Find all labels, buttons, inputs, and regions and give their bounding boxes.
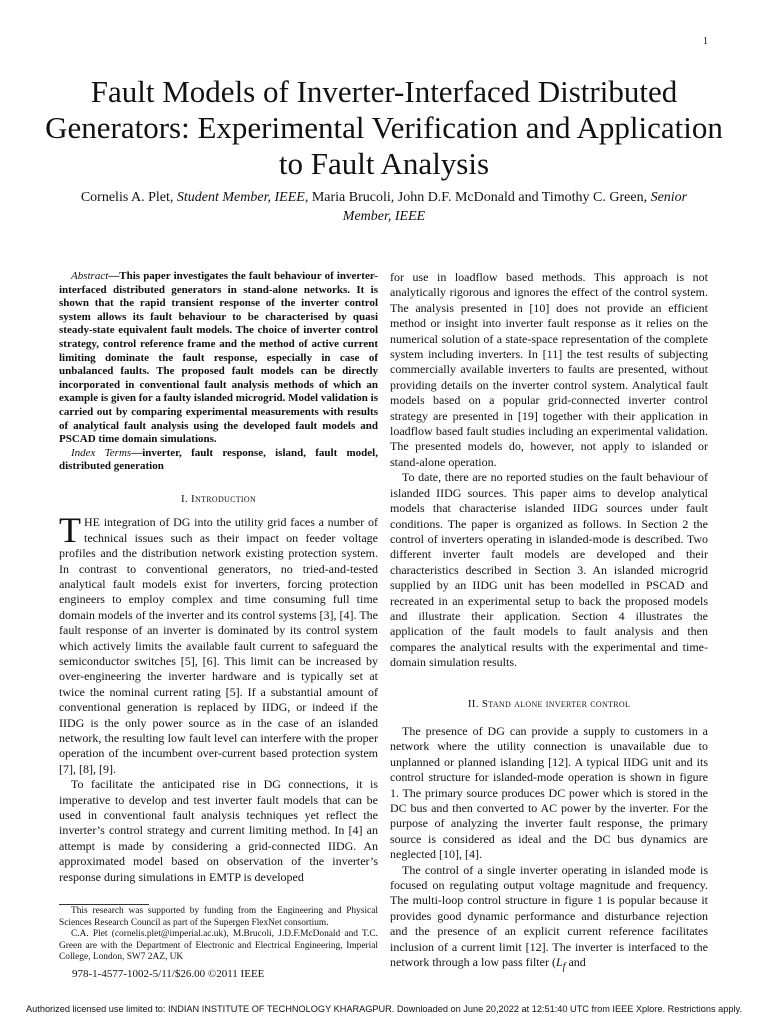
isbn-line: 978-1-4577-1002-5/11/$26.00 ©2011 IEEE: [72, 968, 265, 980]
body-paragraph: for use in loadflow based methods. This approach is not analytically rigorous and ignores the effect of the control system. The analysis presented in [10] does not provide an efficient method or insight into inverter fault response as it relies on the numerical solution of a state-space representation of the complete system including inverters. In [11] the test results of subjecting commercially available inverters to faults are presented, without providing details on the inverter control system. Analytical fault models based on a popular grid-connected inverter control strategy are presented in [19] together with their application in loadflow based fault studies including an experimental validation. The presented models do, however, not apply to islanded or stand-alone operation.: [390, 270, 708, 469]
body-paragraph: [59, 510, 378, 777]
author-role: Senior Member, IEEE: [342, 190, 688, 224]
footnote-rule: [59, 904, 149, 905]
abstract-text: —This paper investigates the fault behaviour of inverter-interfaced distributed generators in stand-alone networks. It is shown that the rapid transient response of the inverter control system allows its fault behaviour to be characterised by quasi steady-state equivalent fault models. The choice of inverter control strategy, control reference frame and the method of active current limiting dominate the fault response, especially in case of unbalanced faults. The proposed fault models can be directly incorporated in conventional fault analysis methods of which an example is given for a faulty islanded microgrid. Model validation is carried out by comparing experimental measurements with results of analytical fault analysis using the developed fault models and PSCAD time domain simulations.: [59, 270, 378, 446]
paragraph-text: The control of a single inverter operating in islanded mode is focused on regulating output voltage magnitude and frequency. The multi-loop control structure in figure 1 is popular because it provides good dynamic performance and disturbance rejection and the presence of an explicit current reference facilitates inclusion of a current limit [12]. The inverter is interfaced to the network through a low pass filter (: [390, 862, 708, 970]
author-role: Student Member, IEEE: [176, 190, 305, 205]
body-paragraph: [390, 863, 708, 975]
paragraph-text: and: [565, 955, 586, 970]
drop-cap: T: [59, 510, 81, 551]
math-symbol: L: [555, 955, 563, 970]
index-terms-text: —inverter, fault response, island, fault model, distributed generation: [59, 446, 378, 473]
left-column: [59, 270, 378, 885]
index-terms: [59, 447, 378, 474]
math-subscript: f: [562, 961, 566, 973]
license-notice: Authorized licensed use limited to: INDIAN INSTITUTE OF TECHNOLOGY KHARAGPUR. Downloaded on June 20,2022 at 12:51:40 UTC from IEEE Xplore. Restrictions apply.: [26, 1004, 742, 1014]
author-names: , Maria Brucoli, John D.F. McDonald and Timothy C. Green,: [304, 190, 651, 205]
footnotes: [59, 906, 378, 964]
section-heading: I. Introduction: [180, 492, 257, 505]
page-number: 1: [703, 36, 708, 47]
author-name: Cornelis A. Plet,: [80, 190, 177, 205]
author-list: [60, 188, 708, 226]
section-heading: II. Stand alone inverter control: [467, 697, 631, 710]
footnote: This research was supported by funding from the Engineering and Physical Sciences Research Council as part of the Supergen FlexNet consortium.: [59, 906, 378, 928]
body-paragraph: To date, there are no reported studies on the fault behaviour of islanded IIDG sources. This paper aims to develop analytical models that characterise islanded IIDG sources under fault conditions. The paper is organized as follows. In Section 2 the control of inverters operating in islanded-mode is described. Two different inverter fault models are developed and their characteristics described in Section 3. An islanded microgrid supplied by an IIDG unit has been modelled in PSCAD and recreated in an experimental setup to back the proposed models and illustrate their application. Section 4 illustrates the application of the fault models to fault analysis and then compares the analytical results with the experimental and time-domain simulation results.: [390, 470, 708, 670]
body-paragraph: The presence of DG can provide a supply to customers in a network where the utility connection is unavailable due to unplanned or planned islanding [12]. A typical IIDG unit and its control structure for islanded-mode operation is shown in figure 1. The primary source produces DC power which is stored in the DC bus and then converted to AC power by the inverter. For the purpose of analyzing the inverter fault response, the primary source is considered as ideal and the DC bus dynamics are neglected [10], [4].: [390, 723, 708, 862]
index-terms-label: Index Terms: [71, 446, 132, 459]
paragraph-text: HE integration of DG into the utility grid faces a number of technical issues such as their impact on feeder voltage profiles and the distribution network existing protection system. In contrast to conventional generators, no tried-and-tested analytical fault models exist for inverters, forcing protection engineers to employ complex and time consuming full time domain models of the inverter and its control systems [3], [4]. The fault response of an inverter is dominated by its control system which actively limits the available fault current to safeguard the semiconductor switches [5], [6]. This limit can be increased by over-engineering the inverter hardware and is typically set at twice the nominal current rating [5]. If a substantial amount of conventional generation is replaced by IIDG, or indeed if the IIDG is the only power source as in the case of an islanded network, the resulting low fault level can interfere with the proper operation of the incumbent over-current based protection system [7], [8], [9].: [59, 515, 378, 776]
abstract: [59, 270, 378, 447]
right-column: [390, 270, 708, 975]
abstract-label: Abstract: [71, 270, 109, 282]
paper-title: Fault Models of Inverter-Interfaced Distributed Generators: Experimental Verification and Application to Fault Analysis: [45, 74, 723, 181]
body-paragraph: To facilitate the anticipated rise in DG connections, it is imperative to develop and test inverter fault models that can be used in conventional fault analysis techniques yet reflect the inverter’s control strategy and current limiting method. In [4] an attempt is made by considering a grid-connected IIDG. An approximated model based on observation of the inverter’s response during simulations in EMTP is developed: [59, 777, 378, 884]
footnote: C.A. Plet (cornelis.plet@imperial.ac.uk), M.Brucoli, J.D.F.McDonald and T.C. Green are with the Department of Electronic and Electrical Engineering, Imperial College, London, SW7 2AZ, UK: [59, 929, 378, 963]
